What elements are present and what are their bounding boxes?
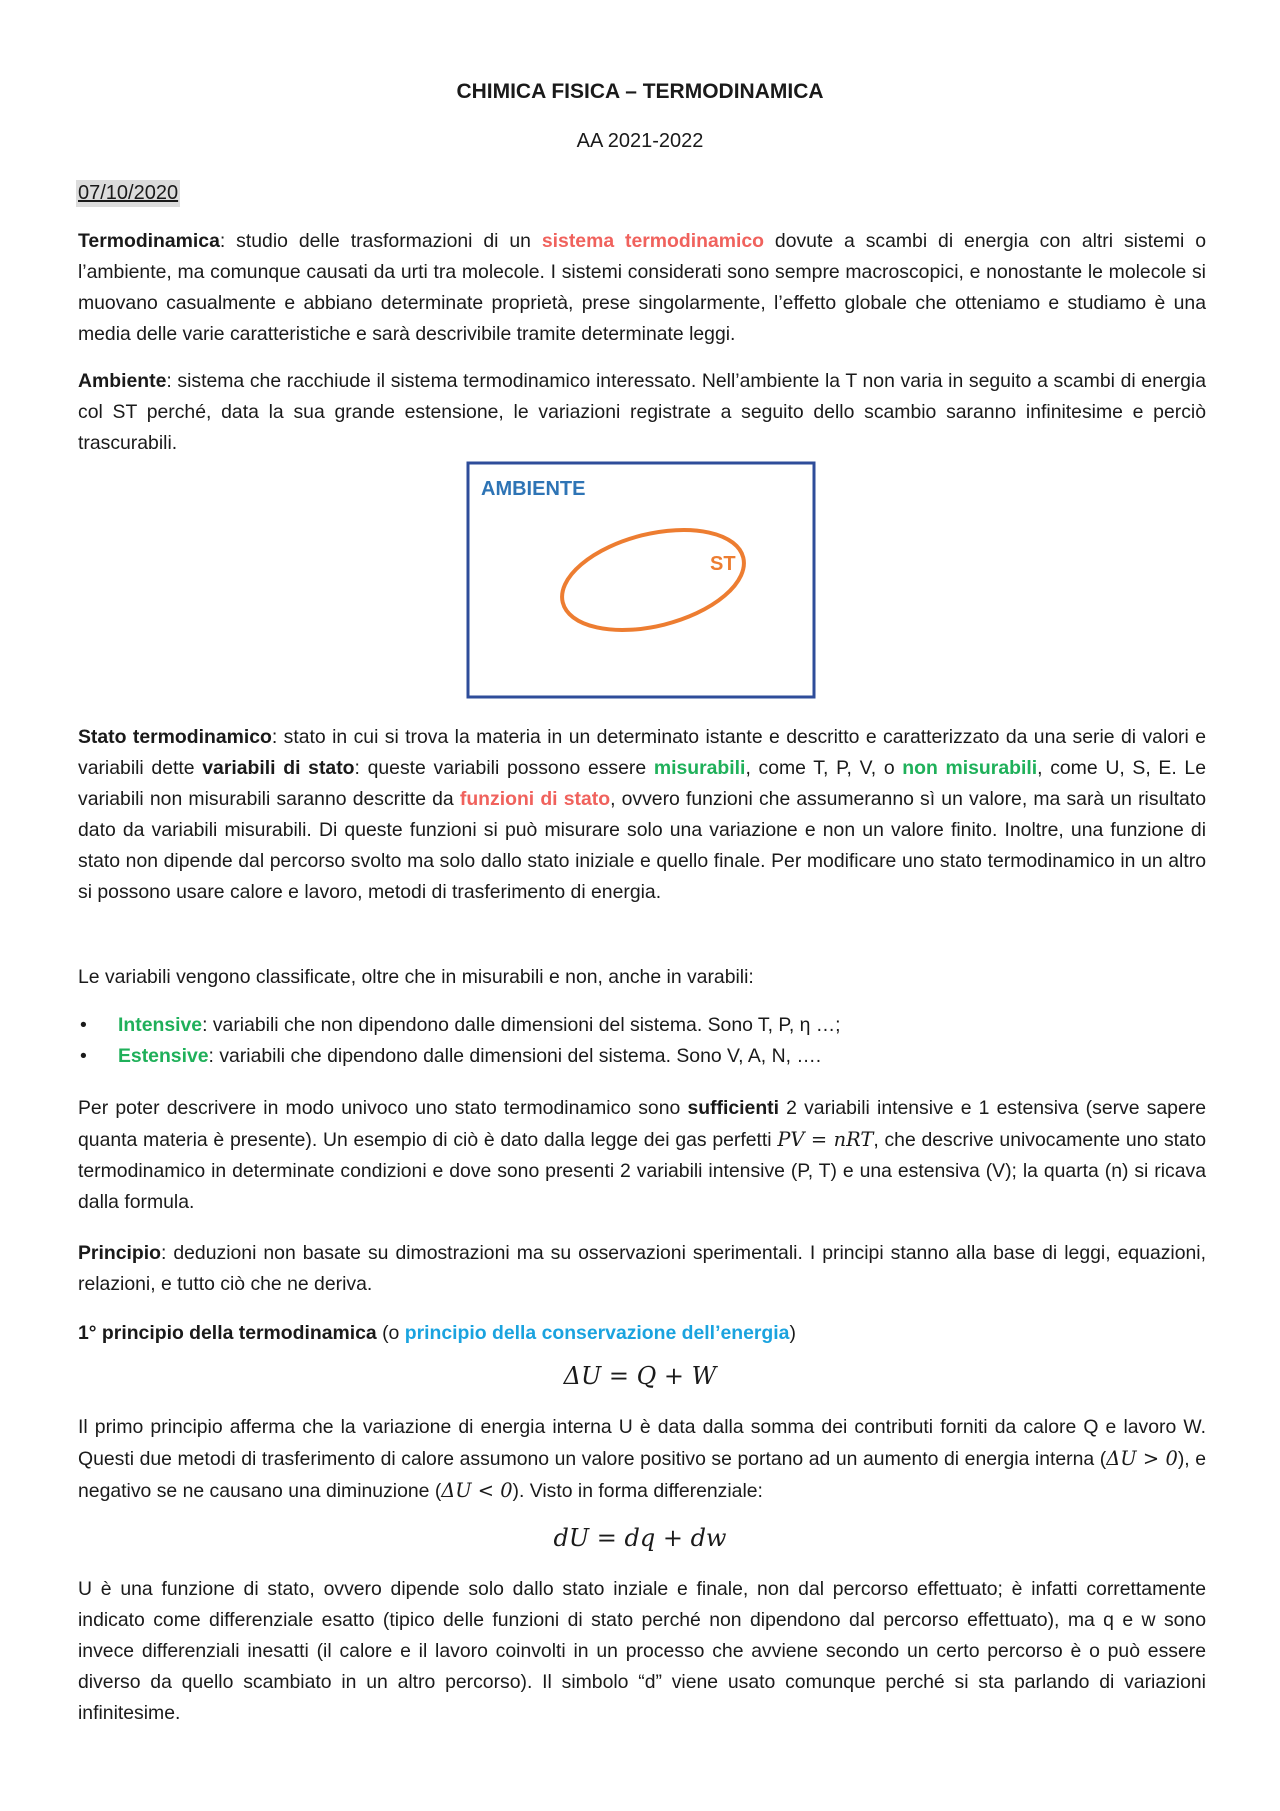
text: : variabili che dipendono dalle dimensioni del sistema. Sono V, A, N, ….: [208, 1045, 822, 1067]
paragraph-principio: [78, 1238, 1206, 1300]
paragraph-primo-principio: [78, 1412, 1206, 1507]
highlight-misurabili: misurabili: [653, 757, 746, 779]
highlight-non-misurabili: non misurabili: [902, 757, 1038, 779]
paragraph-classificazione: Le variabili vengono classificate, oltre che in misurabili e non, anche in varabili:: [78, 966, 754, 988]
st-ellipse: [552, 513, 755, 647]
formula-gas-perfetti: PV = nRT: [777, 1128, 874, 1151]
bullet: •: [80, 1014, 87, 1036]
st-label: ST: [710, 553, 736, 575]
list-item: [78, 1041, 1206, 1072]
highlight-sistema-termodinamico: sistema termodinamico: [541, 230, 764, 252]
equation-first-law: ΔU = Q + W: [563, 1362, 717, 1390]
term-ambiente: Ambiente: [78, 370, 167, 392]
bullet: •: [80, 1045, 87, 1067]
variable-types-list: [78, 1010, 1206, 1072]
paragraph-stato-termodinamico: [78, 722, 1206, 908]
text: : studio delle trasformazioni di un: [219, 230, 542, 252]
term-primo-principio: 1° principio della termodinamica: [78, 1322, 377, 1344]
highlight-funzioni-di-stato: funzioni di stato: [459, 788, 611, 810]
paragraph-funzione-di-stato: U è una funzione di stato, ovvero dipende solo dallo stato inziale e finale, non dal percorso effettuato; è infatti correttamente indicato come differenziale esatto (tipico delle funzioni di stato perché non dipendono dal percorso effettuato), ma q e w sono invece differenziali inesatti (il calore e il lavoro coinvolti in un processo che avviene secondo un certo percorso è o può essere diverso da quello scambiato in un altro percorso). Il simbolo “d” viene usato comunque perché si sta parlando di variazioni infinitesime.: [78, 1578, 1206, 1724]
ambiente-label: AMBIENTE: [481, 478, 586, 500]
heading-primo-principio: [78, 1318, 1206, 1349]
text: : sistema che racchiude il sistema termodinamico interessato. Nell’ambiente la T non varia in seguito a scambi di energia col ST perché, data la sua grande estensione, le variazioni registrate a seguito dello scambio saranno infinitesime e perciò trascurabili.: [78, 370, 1206, 454]
paragraph-termodinamica: [78, 226, 1206, 350]
text: dovute a scambi di energia con altri sistemi o l’ambiente, ma comunque causati da urti tra molecole. I sistemi considerati sono sempre macroscopici, e nonostante le molecole si muovano casualmente e abbiano determinate proprietà, prese singolarmente, l’effetto globale che otteniamo e studiamo è una media delle varie caratteristiche e sarà descrivibile tramite determinate leggi.: [78, 230, 1206, 345]
paragraph-descrizione: [78, 1093, 1206, 1218]
term-variabili-di-stato: variabili di stato: [202, 757, 355, 779]
text: ): [789, 1322, 796, 1344]
term-intensive: Intensive: [118, 1014, 203, 1036]
highlight-conservazione-energia: principio della conservazione dell’energia: [404, 1322, 790, 1344]
lecture-date: 07/10/2020: [76, 180, 180, 207]
text: , come T, P, V, o: [745, 757, 903, 779]
ambiente-diagram: [465, 460, 817, 700]
formula-du-negative: ΔU < 0: [441, 1479, 513, 1502]
text: ). Visto in forma differenziale:: [512, 1480, 763, 1502]
equation-differential: dU = dq + dw: [553, 1524, 727, 1552]
formula-du-positive: ΔU > 0: [1106, 1447, 1178, 1470]
academic-year: AA 2021-2022: [576, 130, 704, 152]
term-stato: Stato termodinamico: [78, 726, 272, 748]
text: : variabili che non dipendono dalle dimensioni del sistema. Sono T, P, η …;: [202, 1014, 841, 1036]
text: , come U, S, E. Le variabili non misurabili saranno descritte da: [78, 757, 1206, 810]
term-principio: Principio: [78, 1242, 161, 1264]
term-estensive: Estensive: [118, 1045, 209, 1067]
text: , ovvero funzioni che assumeranno sì un valore, ma sarà un risultato dato da variabili misurabili. Di queste funzioni si può misurare solo una variazione e non un valore finito. Inoltre, una funzione di stato non dipende dal percorso svolto ma solo dallo stato iniziale e quello finale. Per modificare uno stato termodinamico in un altro si possono usare calore e lavoro, metodi di trasferimento di energia.: [78, 788, 1206, 903]
text: : stato in cui si trova la materia in un determinato istante e descritto e caratterizzato da una serie di valori e variabili dette: [78, 726, 1206, 779]
text: Per poter descrivere in modo univoco uno stato termodinamico sono: [78, 1097, 688, 1119]
text: : deduzioni non basate su dimostrazioni ma su osservazioni sperimentali. I principi stanno alla base di leggi, equazioni, relazioni, e tutto ciò che ne deriva.: [78, 1242, 1206, 1295]
term-sufficienti: sufficienti: [687, 1097, 780, 1119]
text: 2 variabili intensive e 1 estensiva (serve sapere quanta materia è presente). Un esempio di ciò è dato dalla legge dei gas perfetti: [78, 1097, 1206, 1151]
text: , che descrive univocamente uno stato termodinamico in determinate condizioni e dove sono presenti 2 variabili intensive (P, T) e una estensiva (V); la quarta (n) si ricava dalla formula.: [78, 1129, 1206, 1213]
text: Il primo principio afferma che la variazione di energia interna U è data dalla somma dei contributi forniti da calore Q e lavoro W. Questi due metodi di trasferimento di calore assumono un valore positivo se portano ad un aumento di energia interna (: [78, 1416, 1206, 1470]
text: : queste variabili possono essere: [354, 757, 654, 779]
page-title: CHIMICA FISICA – TERMODINAMICA: [456, 80, 824, 103]
list-item: [78, 1010, 1206, 1041]
term-termodinamica: Termodinamica: [78, 230, 220, 252]
paragraph-ambiente: [78, 366, 1206, 459]
text: ), e negativo se ne causano una diminuzione (: [78, 1448, 1206, 1502]
text: (o: [376, 1322, 405, 1344]
